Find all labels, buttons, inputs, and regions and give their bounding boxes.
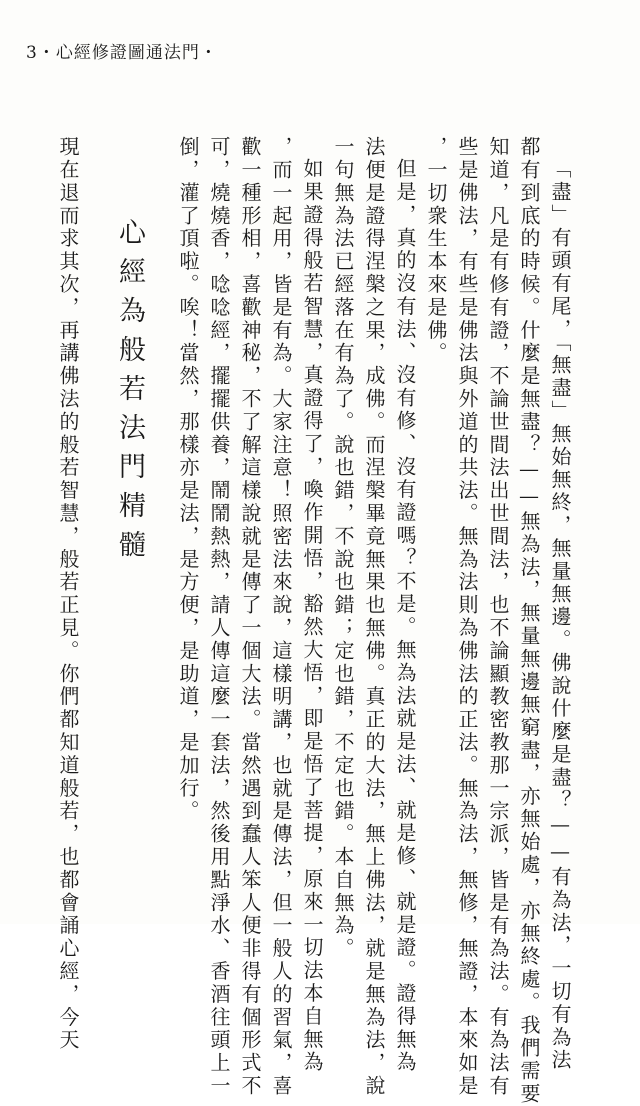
text-column: 現在退而求其次，再講佛法的般若智慧，般若正見。你們都知道般若，也都會誦心經，今天 — [56, 136, 80, 1052]
text-column: 歡一種形相，喜歡神秘，不了解這樣說就是傳了一個大法。當然遇到蠢人笨人便非得有個形式不 — [238, 136, 262, 1098]
text-column: 一句無為法已經落在有為了。說也錯，不說也錯；定也錯，不定也錯。本自無為。 — [331, 136, 355, 961]
text-column: 但是，真的沒有法、沒有修、沒有證嗎？不是。無為法就是法、就是修、就是證。證得無為 — [393, 158, 417, 1074]
text-column: 如果證得般若智慧，真證得了，喚作開悟，豁然大悟，即是悟了菩提，原來一切法本自無為 — [300, 158, 324, 1074]
text-column: 「盡」有頭有尾，「無盡」無始無終，無量無邊。佛說什麼是盡？——有為法，一切有為法 — [548, 158, 572, 1072]
text-column: 知道，凡是有修有證，不論世間法出世間法，也不論顯教密教那一宗派，皆是有為法。有為法有 — [486, 136, 510, 1098]
text-column: ，一切衆生本來是佛。 — [424, 136, 448, 365]
section-title: 心經為般若法門精髓 — [114, 218, 145, 569]
text-column: 可，燒燒香，唸唸經，擺擺供養，鬧鬧熱熱，請人傳這麼一套法，然後用點淨水、香酒往頭上一 — [207, 136, 231, 1098]
text-column: 些是佛法，有些是佛法與外道的共法。無為法則為佛法的正法。無為法，無修，無證，本來如是 — [455, 136, 479, 1098]
page-header: 3・心經修證圖通法門・ — [26, 43, 218, 63]
text-column: 法便是證得涅槃之果，成佛。而涅槃畢竟無果也無佛。真正的大法，無上佛法，就是無為法，說 — [362, 136, 386, 1098]
text-column: 倒，灌了頂啦。唉！當然，那樣亦是法，是方便，是助道，是加行。 — [176, 136, 200, 823]
text-column: 都有到底的時候。什麼是無盡？——無為法，無量無邊無窮盡，亦無始處，亦無終處。我們需要 — [517, 136, 541, 1106]
text-column: ，而一起用，皆是有為。大家注意！照密法來說，這樣明講，也就是傳法，但一般人的習氣，喜 — [269, 136, 293, 1098]
